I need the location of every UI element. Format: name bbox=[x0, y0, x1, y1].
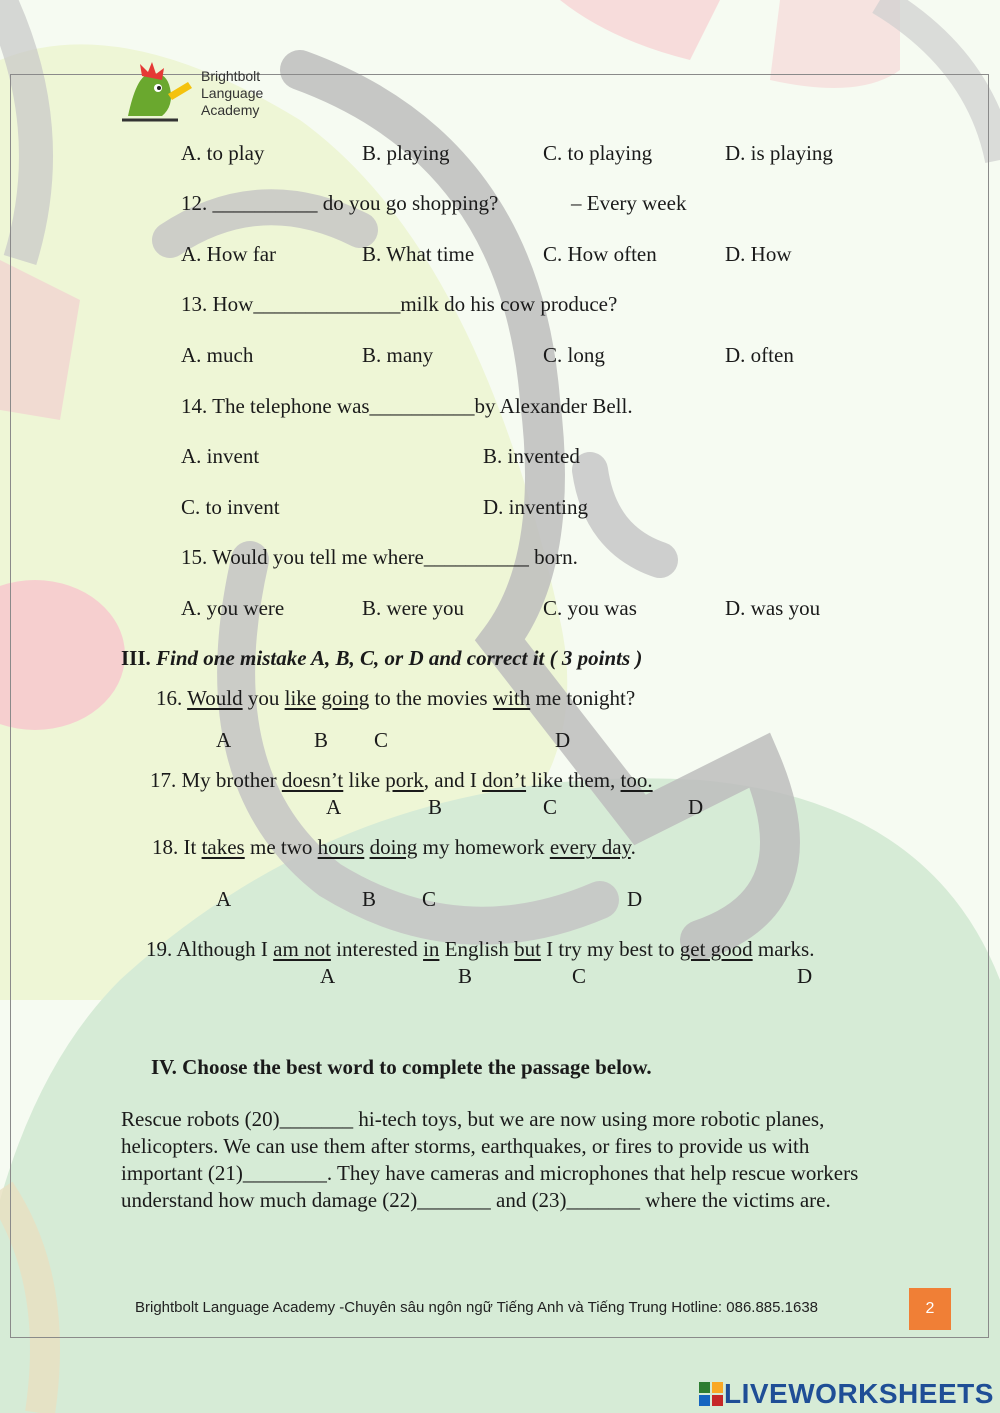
q18-underlined-a[interactable]: takes bbox=[201, 835, 245, 859]
q19-underlined-d[interactable]: get good bbox=[679, 937, 753, 961]
q12-option-c[interactable]: C. How often bbox=[543, 242, 657, 266]
q13-option-d[interactable]: D. often bbox=[725, 343, 794, 367]
logo-line: Language bbox=[201, 85, 264, 101]
q17-underlined-a[interactable]: doesn’t bbox=[281, 768, 344, 792]
q14-option-b[interactable]: B. invented bbox=[483, 444, 580, 468]
q18-underlined-d[interactable]: every day bbox=[549, 835, 631, 859]
q19-text: I try my best to bbox=[546, 937, 675, 961]
q16-underlined-b[interactable]: like bbox=[284, 686, 317, 710]
q17-label-b: B bbox=[428, 795, 443, 819]
q19-underlined-b[interactable]: in bbox=[423, 937, 440, 961]
q14-option-c[interactable]: C. to invent bbox=[181, 495, 280, 519]
q18-label-b: B bbox=[362, 887, 377, 911]
q19-sentence bbox=[146, 939, 814, 960]
q16-underlined-a[interactable]: Would bbox=[187, 686, 243, 710]
q19-text: marks. bbox=[757, 937, 815, 961]
passage-line: understand how much damage (22)_______ and (23)_______ where the victims are. bbox=[121, 1188, 831, 1212]
q12-option-d[interactable]: D. How bbox=[725, 242, 792, 266]
q16-number: 16. bbox=[156, 686, 183, 710]
q16-text: to the movies bbox=[374, 686, 488, 710]
q14-option-d[interactable]: D. inventing bbox=[483, 495, 588, 519]
q18-label-a: A bbox=[216, 887, 232, 911]
q12-option-b[interactable]: B. What time bbox=[362, 242, 475, 266]
liveworksheets-watermark bbox=[698, 1378, 994, 1410]
q19-text: English bbox=[444, 937, 509, 961]
q18-underlined-b[interactable]: hours bbox=[317, 835, 365, 859]
q14-option-a[interactable]: A. invent bbox=[181, 444, 260, 468]
q16-text: you bbox=[247, 686, 280, 710]
q12-answer-hint: – Every week bbox=[571, 191, 687, 215]
q19-label-a: A bbox=[320, 964, 336, 988]
q11-option-a[interactable]: A. to play bbox=[181, 141, 265, 165]
q17-underlined-c[interactable]: don’t bbox=[482, 768, 527, 792]
q16-underlined-c[interactable]: going bbox=[321, 686, 370, 710]
q18-text: my homework bbox=[422, 835, 545, 859]
q18-label-c: C bbox=[422, 887, 437, 911]
footer-text: Brightbolt Language Academy -Chuyên sâu ngôn ngữ Tiếng Anh và Tiếng Trung Hotline: 086.885.1638 bbox=[135, 1299, 819, 1316]
dragon-logo-icon bbox=[118, 58, 198, 124]
q12-option-a[interactable]: A. How far bbox=[181, 242, 277, 266]
q17-label-c: C bbox=[543, 795, 558, 819]
q17-text: like them, bbox=[531, 768, 616, 792]
q17-number: 17. My brother bbox=[150, 768, 277, 792]
q15-option-d[interactable]: D. was you bbox=[725, 596, 821, 620]
q17-underlined-d[interactable]: too. bbox=[620, 768, 653, 792]
q19-underlined-a[interactable]: am not bbox=[273, 937, 331, 961]
q13-option-b[interactable]: B. many bbox=[362, 343, 434, 367]
q16-label-a: A bbox=[216, 728, 232, 752]
q14-stem: 14. The telephone was__________by Alexander Bell. bbox=[181, 394, 633, 418]
page-number-badge: 2 bbox=[909, 1288, 951, 1330]
q19-label-c: C bbox=[572, 964, 587, 988]
q11-option-d[interactable]: D. is playing bbox=[725, 141, 833, 165]
q18-text: . bbox=[630, 835, 636, 859]
q19-label-b: B bbox=[458, 964, 473, 988]
q18-sentence bbox=[152, 837, 636, 858]
section-3-title: Find one mistake A, B, C, or D and correct it ( 3 points ) bbox=[156, 646, 643, 670]
q16-label-b: B bbox=[314, 728, 329, 752]
q17-text: like bbox=[348, 768, 381, 792]
passage-line: helicopters. We can use them after storms, earthquakes, or fires to provide us with bbox=[121, 1134, 810, 1158]
q17-sentence bbox=[150, 770, 653, 791]
logo-wordmark bbox=[201, 68, 263, 119]
q15-option-b[interactable]: B. were you bbox=[362, 596, 465, 620]
q19-label-d: D bbox=[797, 964, 813, 988]
q18-underlined-c[interactable]: doing bbox=[369, 835, 418, 859]
q16-underlined-d[interactable]: with bbox=[492, 686, 531, 710]
logo-line: Academy bbox=[201, 102, 260, 118]
q12-stem: 12. __________ do you go shopping? bbox=[181, 191, 499, 215]
watermark-text: LIVEWORKSHEETS bbox=[724, 1378, 994, 1409]
logo-line: Brightbolt bbox=[201, 68, 261, 84]
q17-label-a: A bbox=[326, 795, 342, 819]
passage bbox=[121, 1106, 971, 1214]
q19-text: interested bbox=[336, 937, 418, 961]
q11-option-b[interactable]: B. playing bbox=[362, 141, 450, 165]
q13-option-c[interactable]: C. long bbox=[543, 343, 605, 367]
q15-option-c[interactable]: C. you was bbox=[543, 596, 637, 620]
q15-option-a[interactable]: A. you were bbox=[181, 596, 285, 620]
q17-label-d: D bbox=[688, 795, 704, 819]
q16-label-d: D bbox=[555, 728, 571, 752]
q17-text: , and I bbox=[423, 768, 477, 792]
section-4-title: IV. Choose the best word to complete the passage below. bbox=[151, 1055, 652, 1079]
q13-option-a[interactable]: A. much bbox=[181, 343, 254, 367]
q13-stem: 13. How______________milk do his cow produce? bbox=[181, 292, 618, 316]
q18-number: 18. It bbox=[152, 835, 197, 859]
q16-label-c: C bbox=[374, 728, 389, 752]
q16-sentence bbox=[156, 688, 635, 709]
section-3-number: III. bbox=[121, 646, 151, 670]
passage-line: Rescue robots (20)_______ hi-tech toys, but we are now using more robotic planes, bbox=[121, 1107, 825, 1131]
q16-text: me tonight? bbox=[535, 686, 636, 710]
q11-option-c[interactable]: C. to playing bbox=[543, 141, 653, 165]
q19-underlined-c[interactable]: but bbox=[514, 937, 541, 961]
liveworksheets-logo-icon bbox=[698, 1381, 724, 1407]
q15-stem: 15. Would you tell me where__________ born. bbox=[181, 545, 578, 569]
section-3-heading bbox=[121, 648, 642, 669]
q18-label-d: D bbox=[627, 887, 643, 911]
q19-number: 19. Although I bbox=[146, 937, 268, 961]
q18-text: me two bbox=[249, 835, 313, 859]
q17-underlined-b[interactable]: pork bbox=[385, 768, 424, 792]
passage-line: important (21)________. They have cameras and microphones that help rescue workers bbox=[121, 1161, 859, 1185]
